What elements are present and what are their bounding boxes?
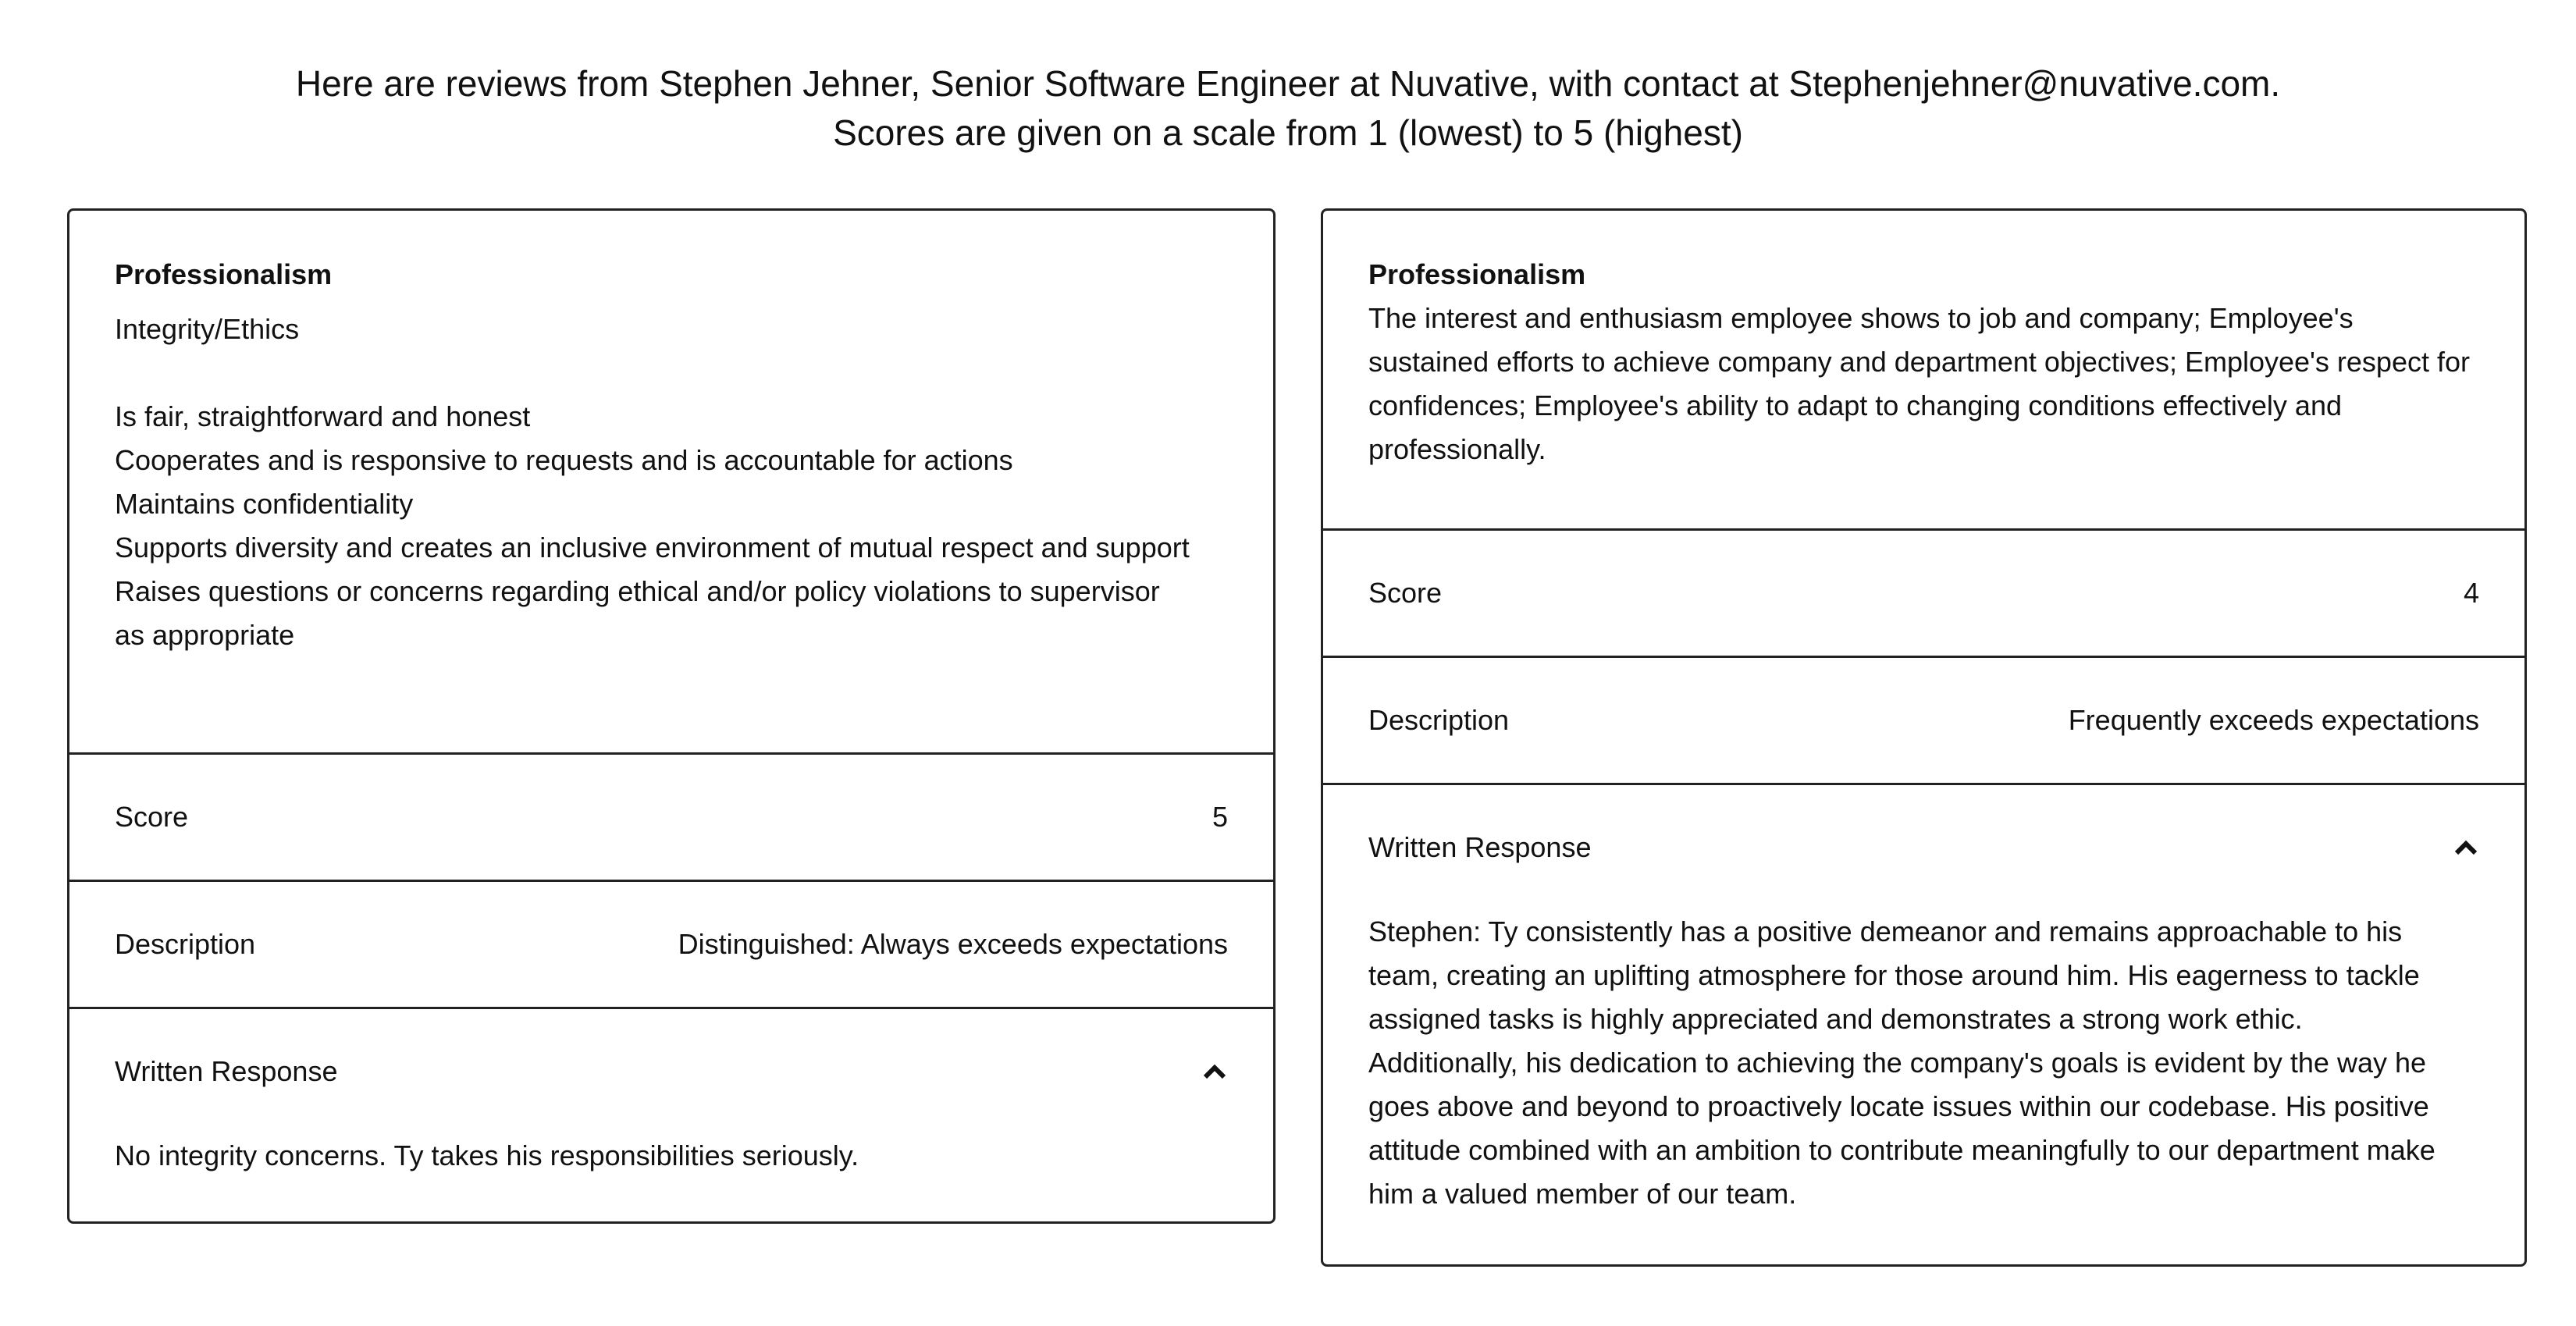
score-label: Score <box>115 801 189 833</box>
score-value: 5 <box>1212 801 1228 833</box>
description-row <box>69 882 1273 1009</box>
header-line-2: Scores are given on a scale from 1 (lowest) to 5 (highest) <box>833 112 1743 153</box>
description-row <box>1323 658 2524 785</box>
competency-subtitle: Integrity/Ethics <box>115 313 300 345</box>
description-value: Distinguished: Always exceeds expectations <box>678 928 1228 960</box>
page-header <box>0 59 2576 158</box>
chevron-up-icon[interactable] <box>2453 834 2479 861</box>
competency-title: Professionalism <box>1368 258 1586 290</box>
description-label: Description <box>1368 704 1510 736</box>
description-value: Frequently exceeds expectations <box>2068 704 2479 736</box>
criteria-item: Raises questions or concerns regarding ethical and/or policy violations to supervisor as appropriate <box>115 575 1160 651</box>
competency-title: Professionalism <box>115 258 333 290</box>
score-row <box>69 755 1273 882</box>
header-line-1: Here are reviews from Stephen Jehner, Senior Software Engineer at Nuvative, with contact at Stephenjehner@nuvative.com. <box>295 63 2281 104</box>
criteria-item: Supports diversity and creates an inclusive environment of mutual respect and support <box>115 531 1190 563</box>
score-label: Score <box>1368 577 1443 609</box>
written-response-text: No integrity concerns. Ty takes his responsibilities seriously. <box>115 1139 859 1171</box>
review-card-enthusiasm <box>1321 208 2527 1267</box>
score-value: 4 <box>2463 577 2479 609</box>
competency-section <box>1323 211 2524 531</box>
criteria-item: Is fair, straightforward and honest <box>115 400 531 432</box>
score-row <box>1323 531 2524 658</box>
written-response-section <box>69 1009 1273 1178</box>
review-card-integrity <box>67 208 1276 1224</box>
written-response-text: Stephen: Ty consistently has a positive demeanor and remains approachable to his team, creating an uplifting atmosphere for those around him. His eagerness to tackle assigned tasks is highly appreciated and demonstrates a strong work ethic. Additionally, his dedication to achieving the company's goals is evident by the way he goes above and beyond to proactively locate issues within our codebase. His positive attitude combined with an ambition to contribute meaningfully to our department make him a valued member of our team. <box>1368 915 2435 1210</box>
competency-subtitle: The interest and enthusiasm employee shows to job and company; Employee's sustained efforts to achieve company and department objectives; Employee's respect for confidences; Employee's ability to adapt to changing conditions effectively and professionally. <box>1368 302 2470 465</box>
competency-section <box>69 211 1273 755</box>
criteria-item: Maintains confidentiality <box>115 488 414 520</box>
written-response-toggle[interactable] <box>1368 785 2479 910</box>
criteria-list <box>115 395 1228 657</box>
criteria-item: Cooperates and is responsive to requests and is accountable for actions <box>115 444 1013 476</box>
written-response-label: Written Response <box>1368 831 1592 863</box>
written-response-label: Written Response <box>115 1055 338 1087</box>
written-response-toggle[interactable] <box>115 1009 1228 1134</box>
written-response-section <box>1323 785 2524 1216</box>
chevron-up-icon[interactable] <box>1201 1058 1228 1085</box>
description-label: Description <box>115 928 256 960</box>
